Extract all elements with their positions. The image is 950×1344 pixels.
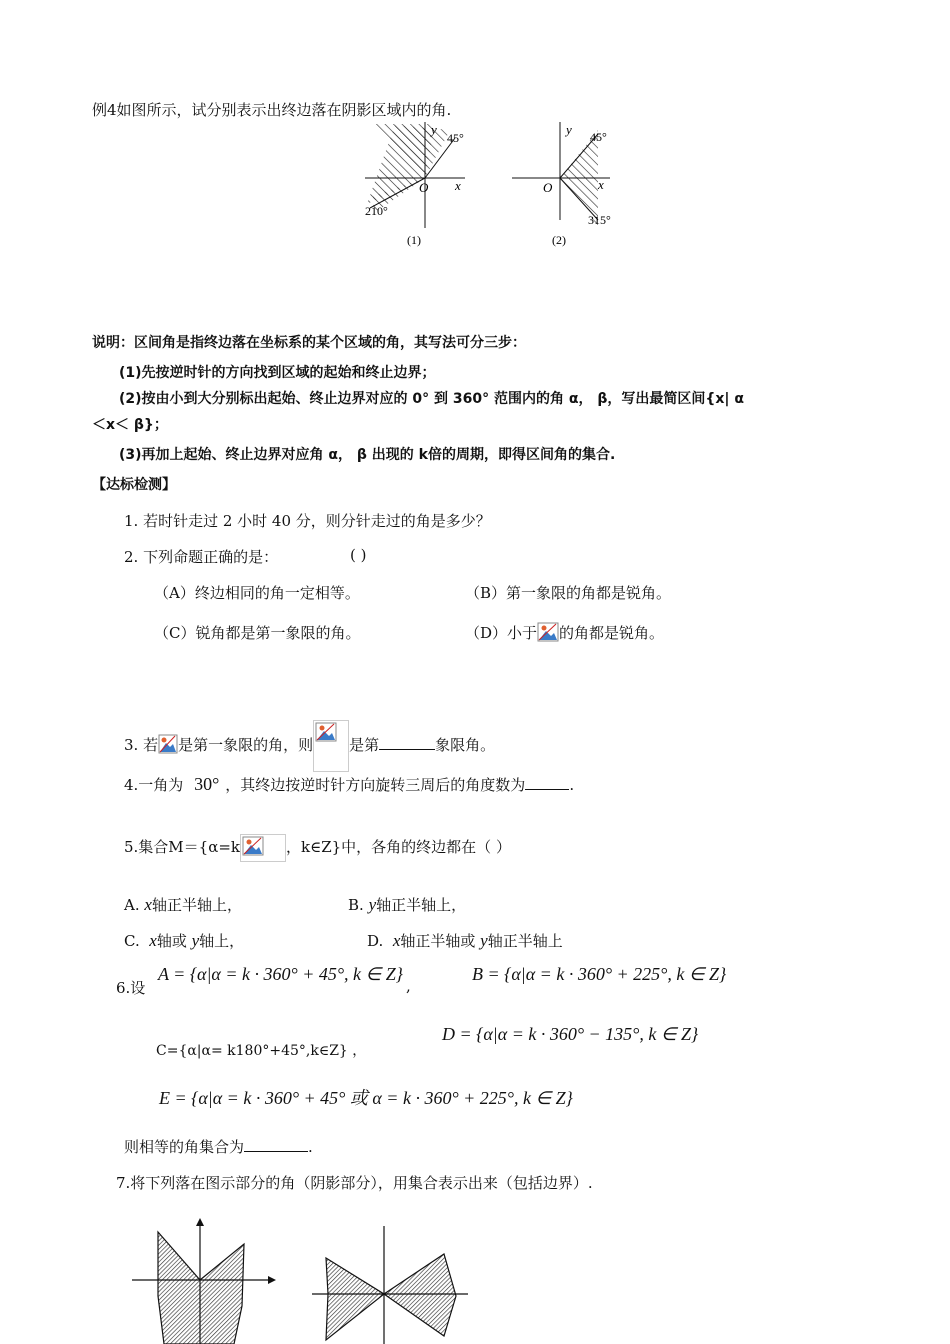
q4-angle: 30° <box>194 774 220 794</box>
fig1-angle-210: 210° <box>365 204 388 218</box>
broken-image-icon <box>537 622 559 646</box>
broken-image-icon <box>240 834 286 862</box>
set-c: C={α|α= k180°+45°,k∈Z} ， <box>156 1043 367 1059</box>
broken-image-icon <box>158 734 178 758</box>
q7-fig1-shade <box>158 1232 244 1344</box>
q7-figure-1 <box>128 1216 278 1344</box>
set-e: E = {α|α = k · 360° + 45° 或 α = k · 360° + 225°, k ∈ Z} <box>159 1088 573 1108</box>
figure-2 <box>510 120 640 250</box>
broken-image-icon <box>313 720 349 772</box>
question-4: 4.一角为 30° ，其终边按逆时针方向旋转三周后的角度数为 . <box>124 774 575 794</box>
question-7: 7.将下列落在图示部分的角（阴影部分），用集合表示出来（包括边界）. <box>116 1174 593 1192</box>
q2-option-d <box>465 622 664 646</box>
note-step1: (1)先按逆时针的方向找到区域的起始和终止边界； <box>119 365 436 381</box>
q6-answer-blank[interactable] <box>244 1137 308 1152</box>
q2-option-b: （B）第一象限的角都是锐角。 <box>465 584 672 602</box>
question-5: 5.集合M＝{α=k ，k∈Z}中，各角的终边都在（ ） <box>124 834 511 862</box>
q5-option-b: B. y轴正半轴上， <box>348 895 467 914</box>
fig1-y-label: y <box>431 122 437 137</box>
note-step2: (2)按由小到大分别标出起始、终止边界对应的 0° 到 360° 范围内的角 α， β，写出最简区间{x| α <box>119 391 744 407</box>
fig2-y-label: y <box>566 122 572 137</box>
q2-option-d-post: 的角都是锐角。 <box>559 624 665 642</box>
set-b: B = {α|α = k · 360° + 225°, k ∈ Z} <box>472 964 727 984</box>
q5-option-d: D. x轴正半轴或 y轴正半轴上 <box>367 931 563 950</box>
q6-answer: 则相等的角集合为 . <box>124 1138 313 1156</box>
section-heading: 【达标检测】 <box>92 477 176 493</box>
question-3: 3. 若 是第一象限的角，则 是第 象限角。 <box>124 720 495 772</box>
fig2-caption: (2) <box>552 233 566 247</box>
q2-option-d-pre: （D）小于 <box>465 624 538 642</box>
fig2-x-label: x <box>598 177 604 192</box>
set-a: A = {α|α = k · 360° + 45°, k ∈ Z} <box>158 964 403 984</box>
fig1-shade-band <box>367 125 450 204</box>
fig2-angle-45: 45° <box>590 130 607 144</box>
question-2-stem: 2. 下列命题正确的是： <box>124 548 279 566</box>
example-4-text: 例4如图所示，试分别表示出终边落在阴影区域内的角. <box>92 101 452 119</box>
fig1-caption: (1) <box>407 233 421 247</box>
note-step2-cont: ＜x＜ β}； <box>92 417 168 433</box>
q3-answer-blank[interactable] <box>379 735 435 750</box>
fig1-angle-45: 45° <box>447 131 464 145</box>
q2-option-c: （C）锐角都是第一象限的角。 <box>154 624 361 642</box>
q7-fig2-shade-left <box>326 1258 384 1340</box>
q5-option-c: C. x轴或 y轴上， <box>124 931 245 950</box>
figure-1 <box>355 120 485 250</box>
q4-answer-blank[interactable] <box>525 775 569 790</box>
note-title: 说明：区间角是指终边落在坐标系的某个区域的角，其写法可分三步： <box>92 335 526 351</box>
q7-figure-2 <box>308 1224 478 1344</box>
fig1-x-label: x <box>455 178 461 193</box>
q5-option-a: A. x轴正半轴上， <box>124 895 242 914</box>
question-1: 1. 若时针走过 2 小时 40 分，则分针走过的角是多少？ <box>124 512 491 530</box>
set-d: D = {α|α = k · 360° − 135°, k ∈ Z} <box>442 1024 699 1044</box>
set-a-comma: , <box>406 977 411 995</box>
question-2-paren: ( ) <box>350 546 367 564</box>
fig1-origin-label: O <box>419 180 429 195</box>
question-6-lead: 6.设 <box>116 979 146 997</box>
fig2-angle-315: 315° <box>588 213 611 227</box>
q7-fig2-shade-right <box>384 1254 456 1336</box>
q2-option-a: （A）终边相同的角一定相等。 <box>154 584 360 602</box>
note-step3: (3)再加上起始、终止边界对应角 α， β 出现的 k倍的周期，即得区间角的集合. <box>119 447 616 463</box>
fig2-origin-label: O <box>543 180 553 195</box>
